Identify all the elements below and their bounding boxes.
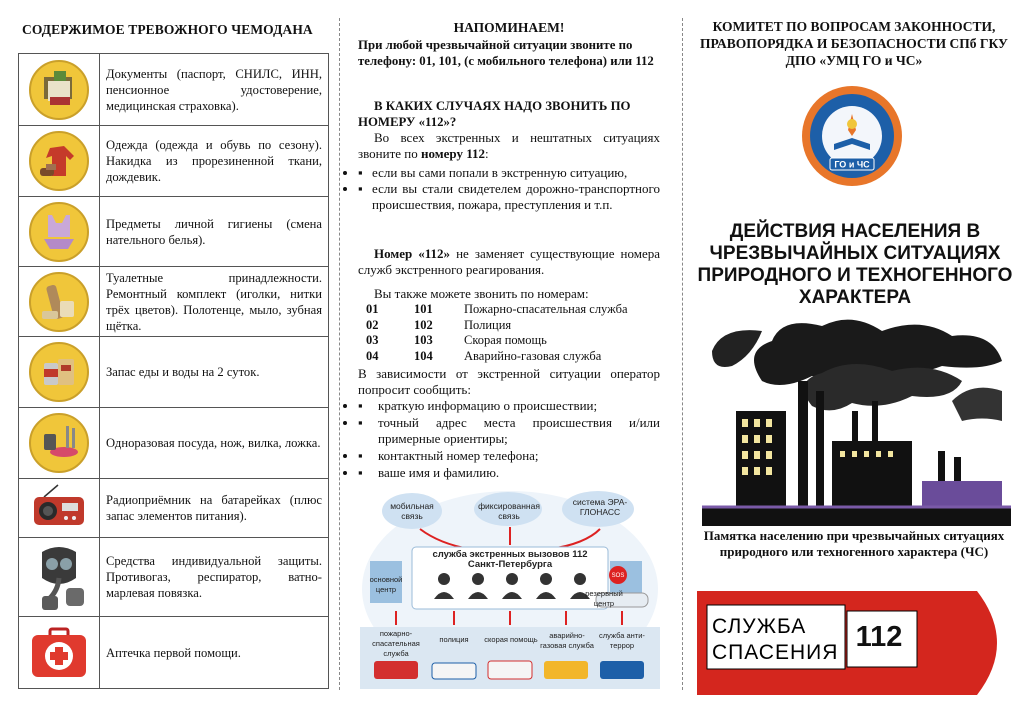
underwear-icon — [19, 197, 100, 267]
kit-row — [19, 479, 329, 538]
kit-item-text: Одежда (одежда и обувь по сезону). Накидка из прорезиненной ткани, дождевик. — [100, 126, 329, 197]
service-label: аварийно-газовая служба — [540, 631, 594, 650]
column-divider — [682, 18, 683, 690]
paragraph: Номер «112» не заменяет существующие номера служб экстренного реагирования. — [358, 246, 660, 277]
kit-row — [19, 617, 329, 689]
call-notice: При любой чрезвычайной ситуации звоните по телефону: 01, 101, (с мобильного телефона) или 112 — [358, 38, 654, 68]
main-center-label: основной центр — [369, 575, 403, 594]
table-row: 03 103 Скорая помощь — [366, 333, 547, 347]
fixed-label: фиксированная связь — [478, 501, 540, 521]
kit-item-text: Предметы личной гигиены (смена нательного белья). — [100, 197, 329, 267]
list-item: ▪ • если вы стали свидетелем дорожно-транспортного происшествия, пожара, преступления и т.п. — [358, 181, 660, 213]
kit-item-text: Туалетные принадлежности. Ремонтный комплект (иголки, нитки трёх цветов). Полотенце, мыло, зубная щётка. — [100, 267, 329, 337]
list-item: ▪ • если вы сами попали в экстренную ситуацию, — [358, 165, 660, 181]
cases-list — [358, 165, 660, 213]
list-item: ▪ • точный адрес места происшествия и/или примерные ориентиры; — [358, 415, 660, 447]
kit-row — [19, 337, 329, 408]
subtitle: Памятка населению при чрезвычайных ситуациях природного или техногенного характера (ЧС) — [703, 528, 1005, 559]
service-label: служба анти-террор — [599, 631, 645, 650]
factory-illustration — [702, 311, 1011, 526]
list-item: ▪ • контактный номер телефона; — [358, 448, 660, 464]
kit-item-text: Запас еды и воды на 2 суток. — [100, 337, 329, 408]
kit-row — [19, 54, 329, 126]
service-label: полиция — [439, 635, 469, 644]
kit-row — [19, 267, 329, 337]
first-aid-icon — [19, 617, 100, 689]
emblem-logo — [800, 84, 904, 193]
table-row: 01 101 Пожарно-спасательная служба — [366, 302, 628, 316]
list-item: ▪ • краткую информацию о происшествии; — [358, 398, 660, 414]
list-item: ▪ • ваше имя и фамилию. — [358, 465, 660, 481]
emergency-kit-table — [18, 53, 329, 689]
clothes-icon — [19, 126, 100, 197]
sos-label: SOS — [611, 573, 625, 579]
numbers-table — [366, 302, 628, 364]
kit-row — [19, 408, 329, 479]
emblem-label: ГО и ЧС — [834, 159, 870, 170]
page-title: ДЕЙСТВИЯ НАСЕЛЕНИЯ В ЧРЕЗВЫЧАЙНЫХ СИТУАЦИЯХ ПРИРОДНОГО И ТЕХНОГЕННОГО ХАРАКТЕРА — [697, 221, 1013, 308]
table-row: 02 102 Полиция — [366, 317, 512, 332]
paragraph: Во всех экстренных и нештатных ситуациях звоните по номеру 112: — [358, 130, 660, 161]
gas-mask-icon — [19, 538, 100, 617]
organization-name: КОМИТЕТ ПО ВОПРОСАМ ЗАКОННОСТИ, ПРАВОПОРЯДКА И БЕЗОПАСНОСТИ СПб ГКУ ДПО «УМЦ ГО и ЧС» — [700, 19, 1008, 68]
dishes-icon — [19, 408, 100, 479]
kit-item-text: Радиоприёмник на батарейках (плюс запас элементов питания). — [100, 479, 329, 538]
banner-number: 112 — [855, 621, 903, 653]
kit-item-text: Аптечка первой помощи. — [100, 617, 329, 689]
kit-row — [19, 197, 329, 267]
service-diagram — [360, 489, 660, 689]
reminder-heading: НАПОМИНАЕМ! — [453, 20, 565, 35]
service-label: пожарно-спасательная служба — [372, 629, 420, 658]
glonass-label: система ЭРА-ГЛОНАСС — [572, 497, 628, 517]
kit-row — [19, 126, 329, 197]
service-label: скорая помощь — [484, 635, 538, 644]
documents-icon — [19, 54, 100, 126]
table-row: 04 104 Аварийно-газовая служба — [366, 348, 602, 363]
kit-item-text: Документы (паспорт, СНИЛС, ИНН, пенсионное удостоверение, медицинская страховка). — [100, 54, 329, 126]
paragraph: В зависимости от экстренной ситуации оператор попросит сообщить: — [358, 366, 660, 397]
center-label: служба экстренных вызовов 112 Санкт-Петербурга — [432, 549, 588, 570]
mobile-label: мобильная связь — [390, 501, 434, 521]
paragraph: Вы также можете звонить по номерам: — [374, 286, 589, 301]
kit-row — [19, 538, 329, 617]
question-heading: В КАКИХ СЛУЧАЯХ НАДО ЗВОНИТЬ ПО НОМЕРУ «112»? — [358, 99, 631, 129]
toiletries-icon — [19, 267, 100, 337]
food-icon — [19, 337, 100, 408]
radio-icon — [19, 479, 100, 538]
kit-item-text: Одноразовая посуда, нож, вилка, ложка. — [100, 408, 329, 479]
reserve-center-label: резервный центр — [585, 589, 623, 608]
column-divider — [339, 18, 340, 690]
operator-list — [358, 398, 660, 482]
banner-label: СЛУЖБА СПАСЕНИЯ — [712, 615, 839, 664]
kit-title: СОДЕРЖИМОЕ ТРЕВОЖНОГО ЧЕМОДАНА — [22, 22, 313, 37]
kit-item-text: Средства индивидуальной защиты. Противогаз, респиратор, ватно-марлевая повязка. — [100, 538, 329, 617]
